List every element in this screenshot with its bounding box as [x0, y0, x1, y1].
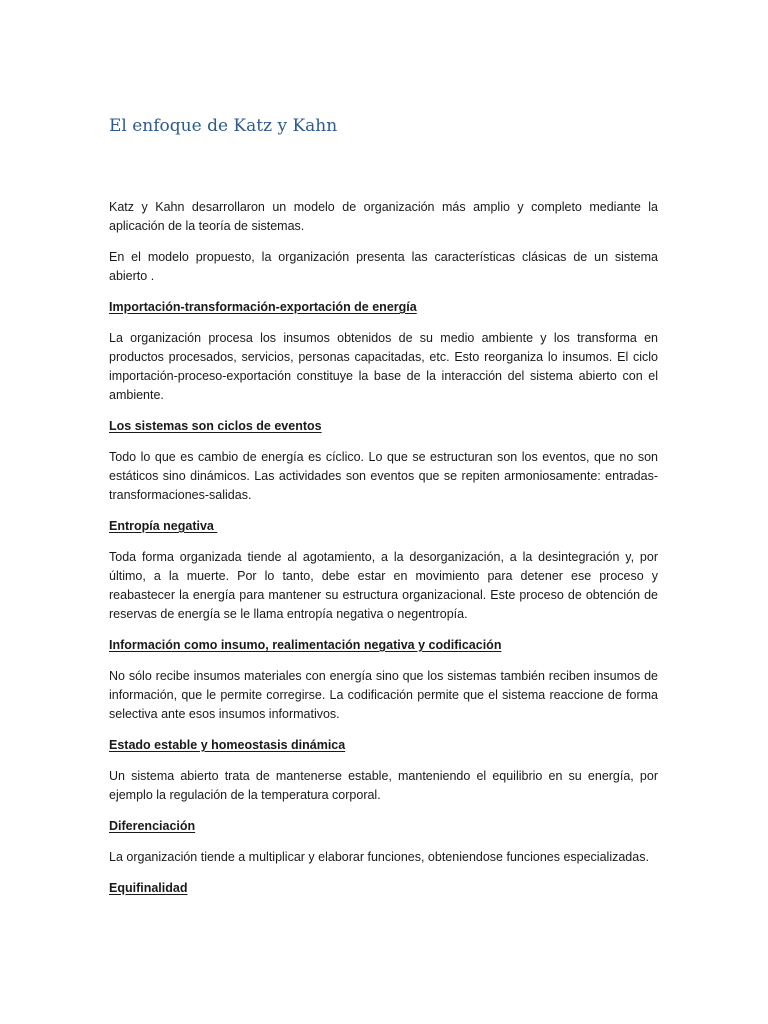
section-heading-informacion: Información como insumo, realimentación negativa y codificación	[109, 638, 502, 652]
intro-paragraph: Katz y Kahn desarrollaron un modelo de organización más amplio y completo mediante la aplicación de la teoría de sistemas.	[109, 200, 658, 233]
section-text-estado-estable: Un sistema abierto trata de mantenerse estable, manteniendo el equilibrio en su energía, por ejemplo la regulación de la temperatura corporal.	[109, 769, 658, 802]
section-text-importacion: La organización procesa los insumos obtenidos de su medio ambiente y los transforma en productos procesados, servicios, personas capacitadas, etc. Esto reorganiza lo insumos. El ciclo importación-proceso-exportación constituye la base de la interacción del sistema abierto con el ambiente.	[109, 331, 658, 402]
section-heading-ciclos: Los sistemas son ciclos de eventos	[109, 419, 322, 433]
model-paragraph: En el modelo propuesto, la organización presenta las características clásicas de un sistema abierto .	[109, 250, 658, 283]
section-text-entropia: Toda forma organizada tiende al agotamiento, a la desorganización, a la desintegración y, por último, a la muerte. Por lo tanto, debe estar en movimiento para detener ese proceso y reabastecer la energía para mantener su estructura organizacional. Este proceso de obtención de reservas de energía se le llama entropía negativa o negentropía.	[109, 550, 658, 621]
section-heading-equifinalidad: Equifinalidad	[109, 881, 188, 895]
section-heading-diferenciacion: Diferenciación	[109, 819, 196, 833]
section-text-informacion: No sólo recibe insumos materiales con energía sino que los sistemas también reciben insumos de información, que le permite corregirse. La codificación permite que el sistema reaccione de forma selectiva ante esos insumos informativos.	[109, 669, 658, 721]
section-text-ciclos: Todo lo que es cambio de energía es cíclico. Lo que se estructuran son los eventos, que no son estáticos sino dinámicos. Las actividades son eventos que se repiten armoniosamente: entradas-transformaciones-salidas.	[109, 450, 658, 502]
section-heading-importacion: Importación-transformación-exportación de energía	[109, 300, 417, 314]
document-title: El enfoque de Katz y Kahn	[109, 116, 338, 136]
section-text-diferenciacion: La organización tiende a multiplicar y elaborar funciones, obteniendose funciones especializadas.	[109, 850, 649, 864]
section-heading-estado-estable: Estado estable y homeostasis dinámica	[109, 738, 346, 752]
document-body	[109, 198, 658, 910]
section-heading-entropia: Entropía negativa	[109, 519, 218, 533]
